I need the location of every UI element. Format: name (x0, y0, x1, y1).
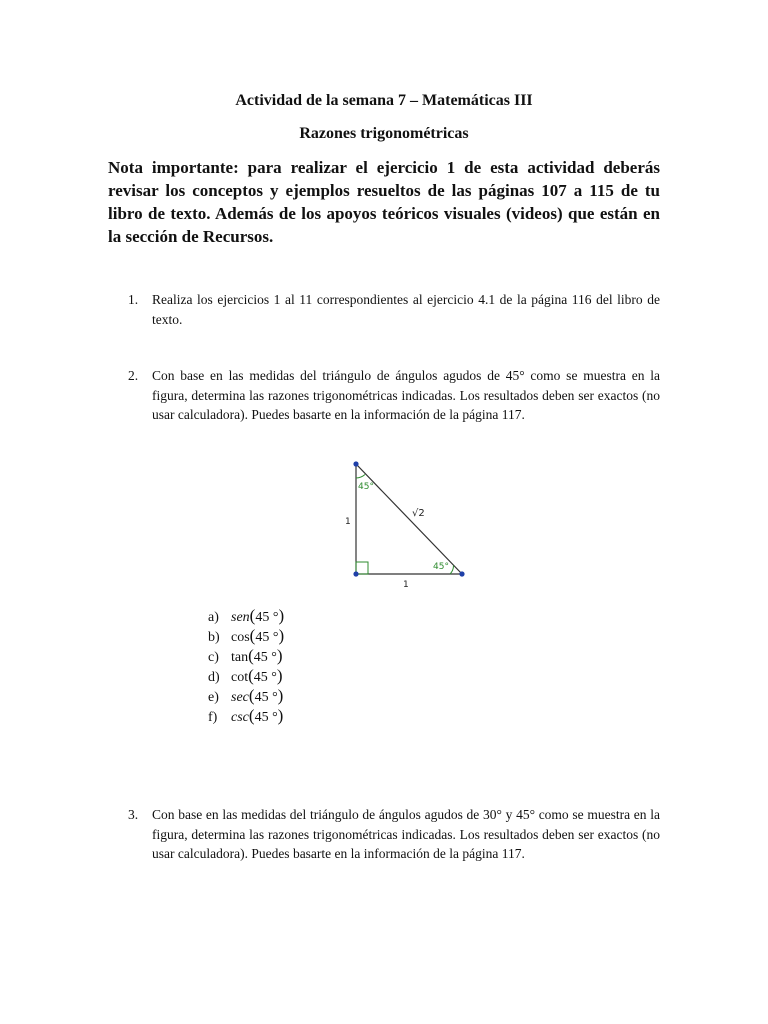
option-a: a) sen(45 °) (208, 606, 284, 626)
page-subtitle: Razones trigonométricas (299, 125, 469, 142)
option-f: f) csc(45 °) (208, 706, 284, 726)
option-argument: 45 ° (255, 630, 279, 645)
option-letter: e) (208, 690, 219, 705)
option-argument: 45 ° (253, 670, 277, 685)
page-title: Actividad de la semana 7 – Matemáticas III (235, 92, 533, 109)
option-letter: a) (208, 610, 219, 625)
option-letter: c) (208, 650, 219, 665)
exercise-number: 1. (128, 292, 139, 307)
option-c: c) tan(45 °) (208, 646, 284, 666)
option-argument: 45 ° (255, 610, 279, 625)
exercise-text: Realiza los ejercicios 1 al 11 correspondientes al ejercicio 4.1 de la página 116 del libro de texto. (152, 292, 660, 327)
exercise-1 (128, 290, 660, 329)
exercise-3 (128, 805, 660, 864)
triangle-shape (356, 464, 462, 574)
exercise-2 (128, 366, 660, 425)
angle-label-right: 45° (433, 562, 449, 572)
vertex-bottom-right (459, 571, 464, 576)
hypotenuse-label: √2 (412, 508, 425, 519)
vertex-top (353, 461, 358, 466)
option-function: sec (231, 690, 249, 705)
option-argument: 45 ° (254, 710, 278, 725)
option-e: e) sec(45 °) (208, 686, 284, 706)
exercise-text: Con base en las medidas del triángulo de ángulos agudos de 30° y 45° como se muestra en la figura, determina las razones trigonométricas indicadas. Los resultados deben ser exactos (no usar calculadora). Puedes basarte en la información de la página 117. (152, 807, 660, 861)
angle-label-top: 45° (358, 482, 374, 492)
important-note: Nota importante: para realizar el ejercicio 1 de esta actividad deberás revisar los conceptos y ejemplos resueltos de las páginas 107 a 115 de tu libro de texto. Además de los apoyos teóricos visuales (videos) que están en la sección de Recursos. (108, 158, 660, 246)
option-b: b) cos(45 °) (208, 626, 284, 646)
option-function: cos (231, 630, 250, 645)
option-argument: 45 ° (254, 690, 278, 705)
option-function: cot (231, 670, 249, 685)
option-d: d) cot(45 °) (208, 666, 284, 686)
vertex-bottom-left (353, 571, 358, 576)
side-label-bottom: 1 (403, 580, 409, 590)
exercise-number: 2. (128, 368, 139, 383)
exercise-number: 3. (128, 807, 139, 822)
triangle-figure (340, 456, 480, 592)
option-argument: 45 ° (253, 650, 277, 665)
option-letter: f) (208, 710, 218, 725)
trig-options-list (208, 606, 284, 726)
option-function: csc (231, 710, 249, 725)
exercise-text: Con base en las medidas del triángulo de ángulos agudos de 45° como se muestra en la figura, determina las razones trigonométricas indicadas. Los resultados deben ser exactos (no usar calculadora). Puedes basarte en la información de la página 117. (152, 368, 660, 422)
side-label-left: 1 (345, 517, 351, 527)
option-function: tan (231, 650, 249, 665)
option-function: sen (231, 610, 250, 625)
option-letter: b) (208, 630, 220, 645)
option-letter: d) (208, 670, 220, 685)
angle-arc-top (356, 475, 365, 479)
angle-arc-right (450, 566, 454, 575)
